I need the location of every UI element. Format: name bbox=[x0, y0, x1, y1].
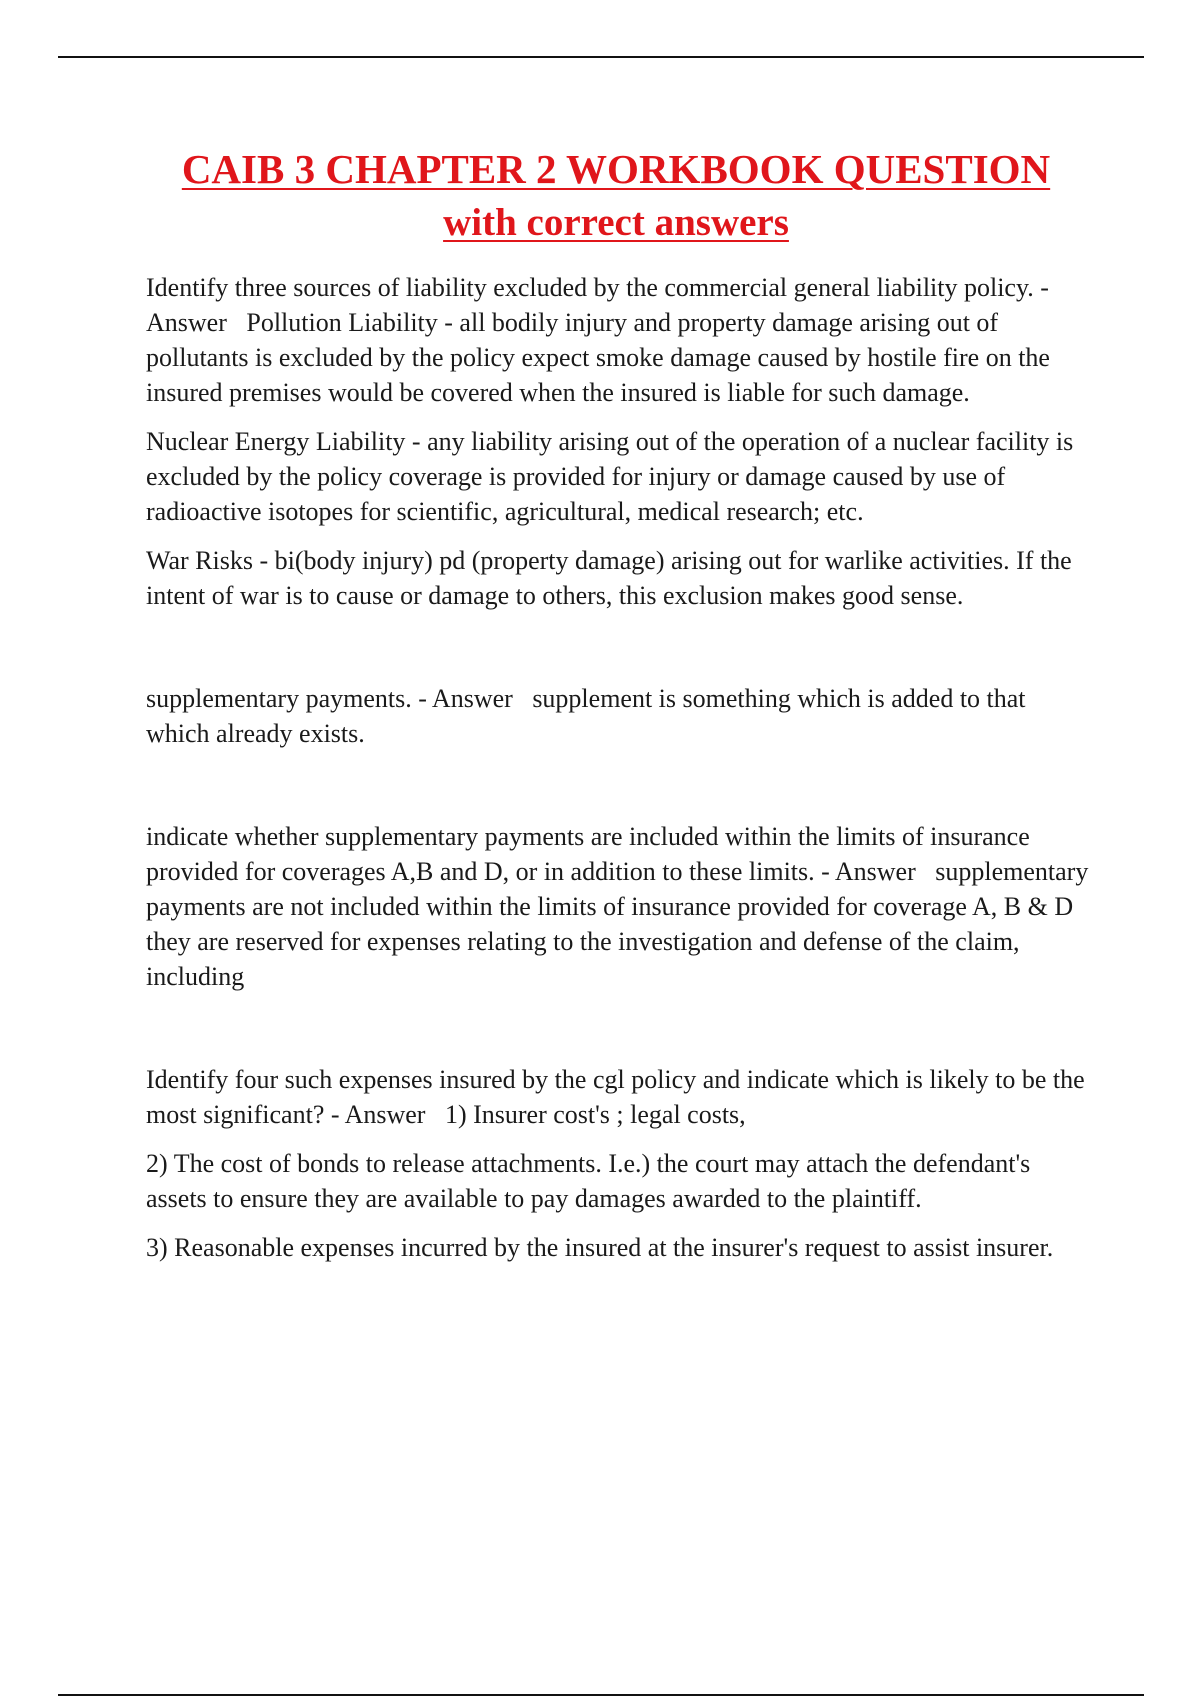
bottom-rule bbox=[58, 1694, 1144, 1696]
answer-text: supplement is something which is added to that which already exists. bbox=[146, 684, 1026, 748]
qa-item-4 bbox=[146, 1062, 1094, 1132]
document-body bbox=[146, 270, 1094, 1279]
answer-text: 1) Insurer cost's ; legal costs, bbox=[444, 1100, 746, 1129]
question-text: indicate whether supplementary payments are included within the limits of insurance provided for coverages A,B and D, or in addition to these limits. - Answer bbox=[146, 822, 1030, 886]
qa-item-3 bbox=[146, 819, 1094, 994]
question-text: Identify three sources of liability excluded by the commercial general liability policy. - Answer bbox=[146, 273, 1049, 337]
question-text: Identify four such expenses insured by the cgl policy and indicate which is likely to be the most significant? - Answer bbox=[146, 1065, 1085, 1129]
question-text: supplementary payments. - Answer bbox=[146, 684, 513, 713]
answer-continuation: War Risks - bi(body injury) pd (property damage) arising out for warlike activities. If the intent of war is to cause or damage to others, this exclusion makes good sense. bbox=[146, 546, 1072, 610]
answer-continuation: Nuclear Energy Liability - any liability arising out of the operation of a nuclear facility is excluded by the policy coverage is provided for injury or damage caused by use of radioactive isotopes for scientific, agricultural, medical research; etc. bbox=[146, 427, 1074, 526]
qa-item-2 bbox=[146, 681, 1094, 751]
qa-item-1 bbox=[146, 270, 1094, 410]
title-line-2: with correct answers bbox=[443, 201, 789, 244]
top-rule bbox=[58, 56, 1144, 58]
answer-text: Pollution Liability - all bodily injury and property damage arising out of pollutants is excluded by the policy expect smoke damage caused by hostile fire on the insured premises would be covered when the insured is liable for such damage. bbox=[146, 308, 1050, 407]
answer-continuation: 2) The cost of bonds to release attachments. I.e.) the court may attach the defendant's assets to ensure they are available to pay damages awarded to the plaintiff. bbox=[146, 1149, 1031, 1213]
document-title bbox=[146, 142, 1086, 250]
answer-continuation: 3) Reasonable expenses incurred by the insured at the insurer's request to assist insurer. bbox=[146, 1233, 1054, 1262]
answer-text: supplementary payments are not included within the limits of insurance provided for coverage A, B & D they are reserved for expenses relating to the investigation and defense of the claim, including bbox=[146, 857, 1089, 991]
title-line-1: CAIB 3 CHAPTER 2 WORKBOOK QUESTION bbox=[181, 146, 1051, 192]
